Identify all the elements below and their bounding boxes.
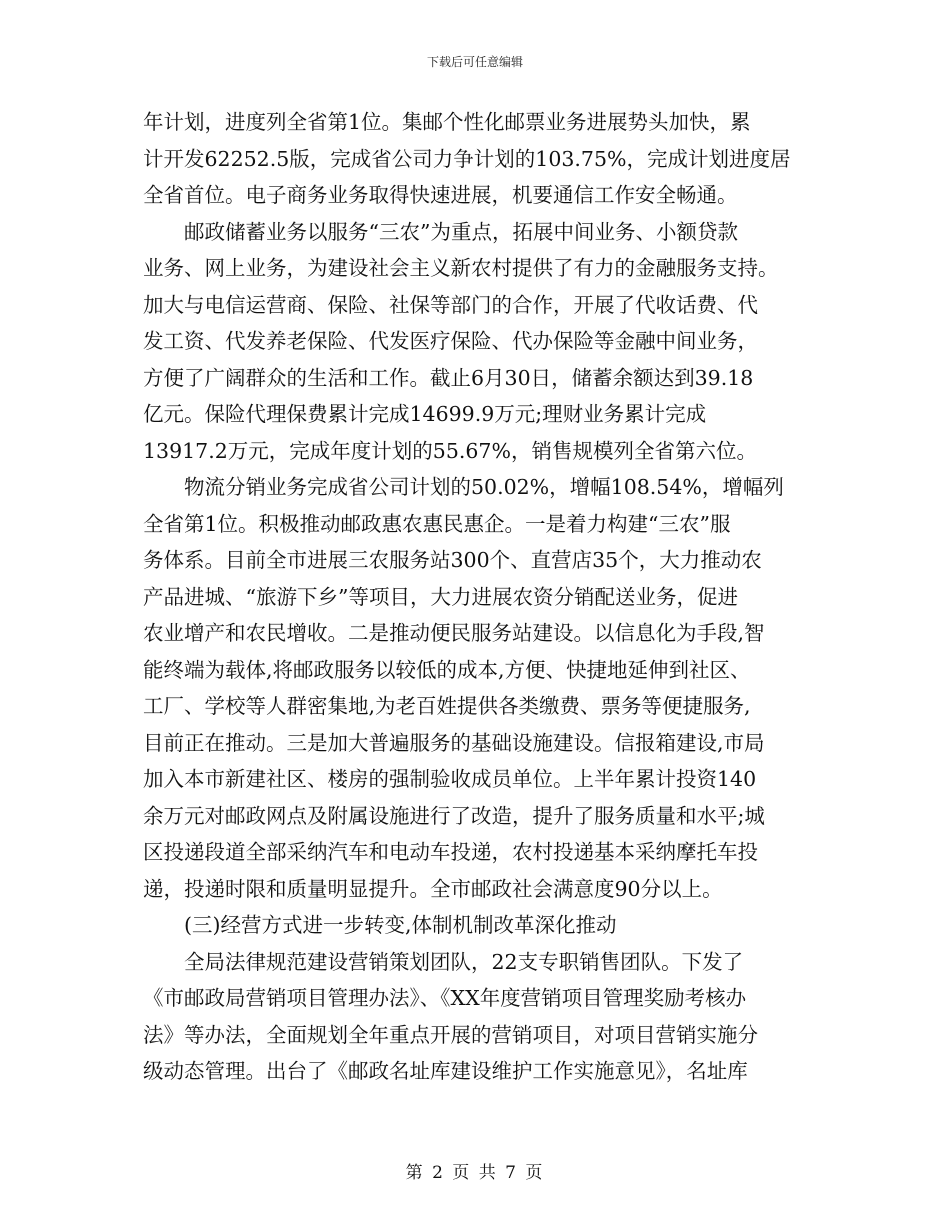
body-text-line: 余万元对邮政网点及附属设施进行了改造，提升了服务质量和水平;城 <box>143 803 765 828</box>
body-text-line: 加入本市新建社区、楼房的强制验收成员单位。上半年累计投资140 <box>143 767 757 791</box>
document-body <box>143 104 815 1090</box>
body-text-line: 递，投递时限和质量明显提升。全市邮政社会满意度90分以上。 <box>143 876 723 901</box>
body-text-line: 年计划，进度列全省第1位。集邮个性化邮票业务进展势头加快，累 <box>143 110 751 134</box>
page-header: 下载后可任意编辑 <box>426 55 523 69</box>
body-text-line: 发工资、代发养老保险、代发医疗保险、代办保险等金融中间业务， <box>143 329 758 353</box>
body-text-line: 工厂、学校等人群密集地,为老百姓提供各类缴费、票务等便捷服务, <box>143 694 751 718</box>
body-text-line: 全省第1位。积极推动邮政惠农惠民惠企。一是着力构建“三农”服 <box>143 511 731 536</box>
body-text-line: 产品进城、“旅游下乡”等项目，大力进展农资分销配送业务，促进 <box>143 584 738 609</box>
body-text-line: 业务、网上业务，为建设社会主义新农村提供了有力的金融服务支持。 <box>143 256 779 280</box>
body-text-line: 13917.2万元，完成年度计划的55.67%，销售规模列全省第六位。 <box>143 438 757 463</box>
body-text-line: 亿元。保险代理保费累计完成14699.9万元;理财业务累计完成 <box>143 402 707 426</box>
body-text-line: 法》等办法，全面规划全年重点开展的营销项目，对项目营销实施分 <box>143 1022 758 1047</box>
body-text-line: 物流分销业务完成省公司计划的50.02%，增幅108.54%，增幅列 <box>184 475 784 499</box>
body-text-line: 目前正在推动。三是加大普遍服务的基础设施建设。信报箱建设,市局 <box>143 730 765 755</box>
body-text-line: (三)经营方式进一步转变,体制机制改革深化推动 <box>184 913 617 937</box>
body-text-line: 加大与电信运营商、保险、社保等部门的合作，开展了代收话费、代 <box>143 292 758 317</box>
body-text-line: 级动态管理。出台了《邮政名址库建设维护工作实施意见》，名址库 <box>143 1059 748 1083</box>
body-text-line: 方便了广阔群众的生活和工作。截止6月30日，储蓄余额达到39.18 <box>143 365 754 390</box>
body-text-line: 区投递段道全部采纳汽车和电动车投递，农村投递基本采纳摩托车投 <box>143 840 758 864</box>
body-text-line: 务体系。目前全市进展三农服务站300个、直营店35个，大力推动农 <box>143 548 762 572</box>
page-footer: 第 2 页 共 7 页 <box>405 1163 545 1183</box>
body-text-line: 全省首位。电子商务业务取得快速进展，机要通信工作安全畅通。 <box>143 183 738 207</box>
body-text-line: 《市邮政局营销项目管理办法》、《XX年度营销项目管理奖励考核办 <box>143 986 747 1010</box>
body-text-line: 农业增产和农民增收。二是推动便民服务站建设。以信息化为手段,智 <box>143 621 765 645</box>
body-text-line: 邮政储蓄业务以服务“三农”为重点，拓展中间业务、小额贷款 <box>184 219 738 244</box>
body-text-line: 计开发62252.5版，完成省公司力争计划的103.75%，完成计划进度居 <box>143 146 791 171</box>
body-text-line: 全局法律规范建设营销策划团队，22支专职销售团队。下发了 <box>184 949 744 974</box>
body-text-line: 能终端为载体,将邮政服务以较低的成本,方便、快捷地延伸到社区、 <box>143 657 751 682</box>
